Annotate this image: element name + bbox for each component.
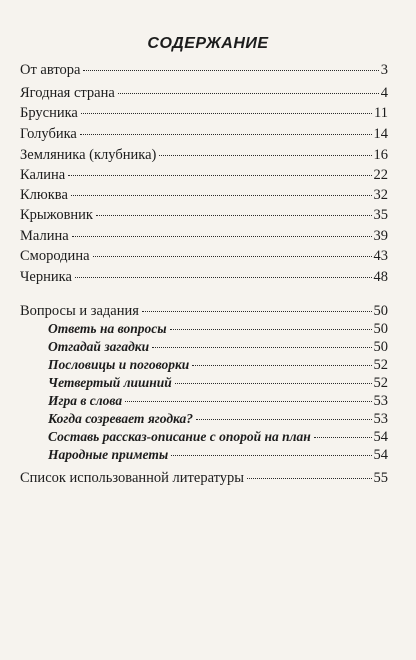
toc-entry-label: Вопросы и задания — [20, 303, 139, 319]
toc-entry-page: 35 — [373, 207, 388, 223]
toc-subentry[interactable] — [48, 320, 388, 338]
contents-title: СОДЕРЖАНИЕ — [147, 35, 269, 52]
dot-leader — [96, 215, 372, 216]
toc-subentry-page: 50 — [373, 339, 388, 355]
toc-subentry[interactable] — [48, 410, 388, 428]
dot-leader — [314, 437, 372, 438]
toc-subentry-page: 54 — [373, 447, 388, 463]
toc-entry-page: 11 — [374, 105, 388, 121]
dot-leader — [125, 401, 371, 402]
toc-subentry-label: Ответь на вопросы — [48, 321, 167, 336]
toc-subentry-page: 53 — [373, 411, 388, 427]
dot-leader — [170, 329, 372, 330]
toc-subentry-label: Пословицы и поговорки — [48, 357, 190, 372]
dot-leader — [118, 93, 379, 94]
toc-entry-label: Голубика — [20, 126, 77, 142]
toc-subentry-label: Составь рассказ-описание с опорой на план — [48, 429, 311, 444]
dot-leader — [83, 70, 378, 71]
toc-subentry[interactable] — [48, 374, 388, 392]
toc-subentry-label: Игра в слова — [48, 393, 123, 408]
dot-leader — [81, 113, 372, 114]
toc-entry-page: 39 — [373, 228, 388, 244]
toc-subentry[interactable] — [48, 356, 388, 374]
toc-entry[interactable] — [20, 146, 388, 164]
dot-leader — [68, 175, 371, 176]
dot-leader — [171, 455, 371, 456]
toc-subentry-label: Когда созревает ягодка? — [48, 411, 194, 426]
toc-subentry-page: 54 — [373, 429, 388, 445]
dot-leader — [75, 277, 372, 278]
toc-entry[interactable] — [20, 84, 388, 102]
toc-entry-label: Клюква — [20, 187, 68, 203]
dot-leader — [142, 311, 372, 312]
toc-entry[interactable] — [20, 166, 388, 184]
toc-entry[interactable] — [20, 268, 388, 286]
toc-bibliography[interactable] — [20, 469, 388, 487]
toc-entry[interactable] — [20, 104, 388, 122]
toc-entry-label: Земляника (клубника) — [20, 147, 157, 163]
toc-subentry[interactable] — [48, 446, 388, 464]
toc-entry-page: 16 — [373, 147, 388, 163]
toc-entry-page: 43 — [373, 248, 388, 264]
toc-entry[interactable] — [20, 206, 388, 224]
toc-entry[interactable] — [20, 186, 388, 204]
toc-entry-label: От автора — [20, 62, 81, 78]
toc-subentry-page: 53 — [373, 393, 388, 409]
toc-entry[interactable] — [20, 61, 388, 79]
toc-entry-label: Ягодная страна — [20, 85, 115, 101]
toc-entry-page: 4 — [380, 85, 388, 101]
toc-subentry-page: 52 — [373, 357, 388, 373]
dot-leader — [72, 236, 372, 237]
toc-entry-label: Список использованной литературы — [20, 470, 245, 486]
dot-leader — [247, 478, 371, 479]
toc-entry-label: Черника — [20, 269, 72, 285]
dot-leader — [192, 365, 371, 366]
toc-entry-label: Крыжовник — [20, 207, 93, 223]
toc-entry-label: Малина — [20, 228, 69, 244]
toc-subentry[interactable] — [48, 338, 388, 356]
toc-subentry-page: 52 — [373, 375, 388, 391]
dot-leader — [152, 347, 371, 348]
toc-subentry[interactable] — [48, 428, 388, 446]
toc-entry[interactable] — [20, 247, 388, 265]
toc-entry-page: 50 — [373, 303, 388, 319]
toc-entry-label: Смородина — [20, 248, 90, 264]
dot-leader — [196, 419, 371, 420]
toc-entry-page: 22 — [373, 167, 388, 183]
toc-entry-page: 55 — [373, 470, 388, 486]
dot-leader — [80, 134, 372, 135]
toc-subentry-label: Четвертый лишний — [48, 375, 172, 390]
dot-leader — [71, 195, 372, 196]
toc-subentry-page: 50 — [373, 321, 388, 337]
toc-subentry[interactable] — [48, 392, 388, 410]
toc-entry-page: 32 — [373, 187, 388, 203]
dot-leader — [93, 256, 372, 257]
dot-leader — [159, 155, 371, 156]
toc-entry-page: 14 — [373, 126, 388, 142]
toc-entry-page: 48 — [373, 269, 388, 285]
toc-subentry-label: Отгадай загадки — [48, 339, 150, 354]
toc-entry[interactable] — [20, 302, 388, 320]
dot-leader — [175, 383, 372, 384]
toc-entry[interactable] — [20, 125, 388, 143]
toc-subentry-label: Народные приметы — [48, 447, 169, 462]
toc-entry[interactable] — [20, 227, 388, 245]
toc-entry-label: Калина — [20, 167, 66, 183]
toc-entry-label: Брусника — [20, 105, 78, 121]
toc-entry-page: 3 — [380, 62, 388, 78]
